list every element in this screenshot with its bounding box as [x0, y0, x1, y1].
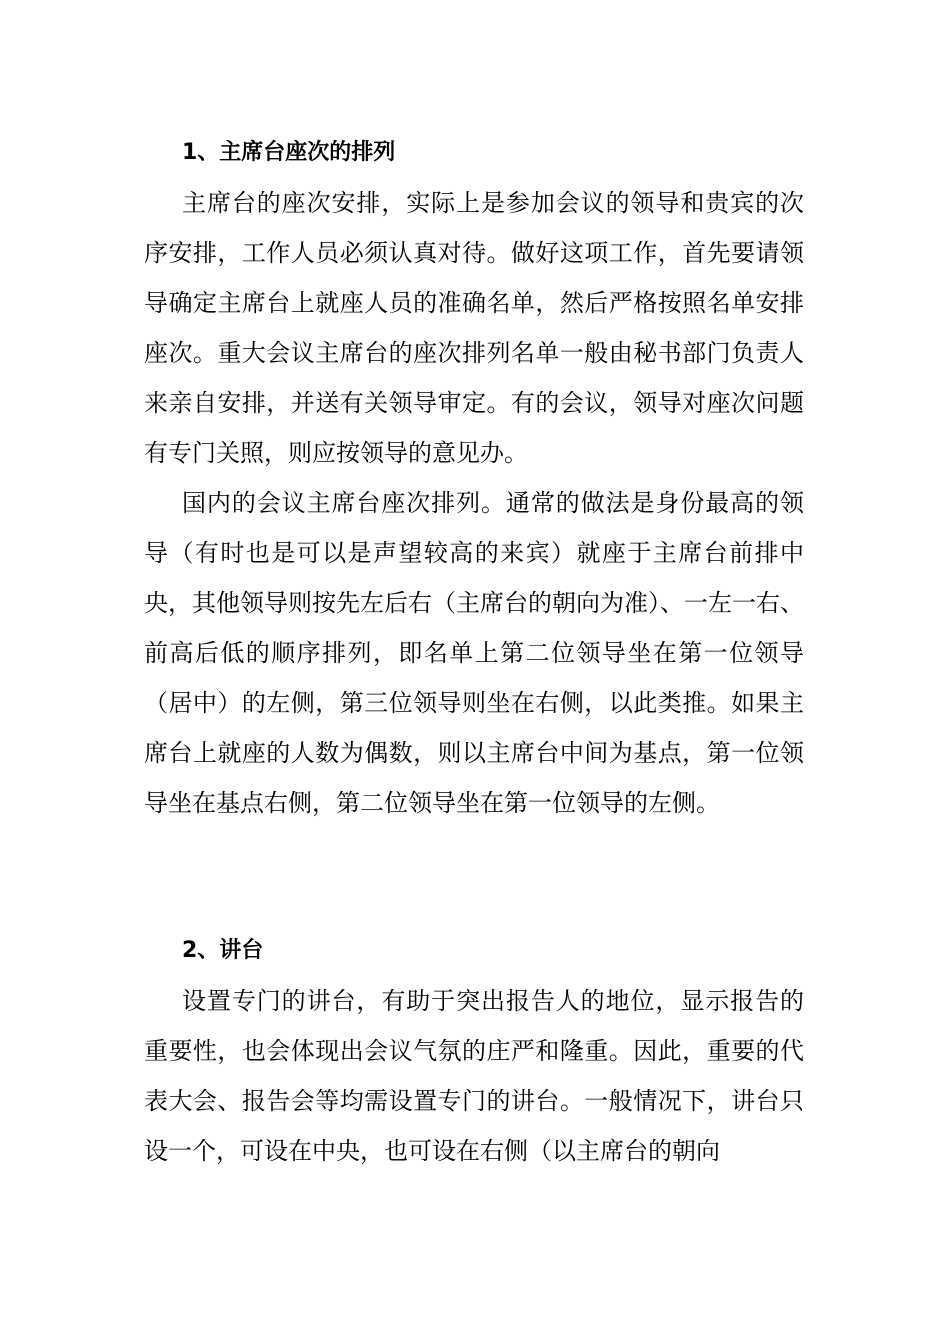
document-body	[144, 128, 804, 1176]
paragraph-podium: 设置专门的讲台，有助于突出报告人的地位，显示报告的重要性，也会体现出会议气氛的庄严和隆重。因此，重要的代表大会、报告会等均需设置专门的讲台。一般情况下，讲台只设一个，可设在中央，也可设在右侧（以主席台的朝向	[144, 987, 804, 1165]
section-heading-podium: 2、讲台	[182, 938, 264, 963]
paragraph-domestic-seating-order: 国内的会议主席台座次排列。通常的做法是身份最高的领导（有时也是可以是声望较高的来宾）就座于主席台前排中央，其他领导则按先左后右（主席台的朝向为准）、一左一右、前高后低的顺序排列，即名单上第二位领导坐在第一位领导（居中）的左侧，第三位领导则坐在右侧，以此类推。如果主席台上就座的人数为偶数，则以主席台中间为基点，第一位领导坐在基点右侧，第二位领导坐在第一位领导的左侧。	[144, 489, 804, 817]
section-heading-seating: 1、主席台座次的排列	[182, 140, 396, 165]
paragraph-seating-arrangement: 主席台的座次安排，实际上是参加会议的领导和贵宾的次序安排，工作人员必须认真对待。做好这项工作，首先要请领导确定主席台上就座人员的准确名单，然后严格按照名单安排座次。重大会议主席台的座次排列名单一般由秘书部门负责人来亲自安排，并送有关领导审定。有的会议，领导对座次问题有专门关照，则应按领导的意见办。	[144, 189, 804, 467]
section-spacer	[144, 828, 804, 926]
